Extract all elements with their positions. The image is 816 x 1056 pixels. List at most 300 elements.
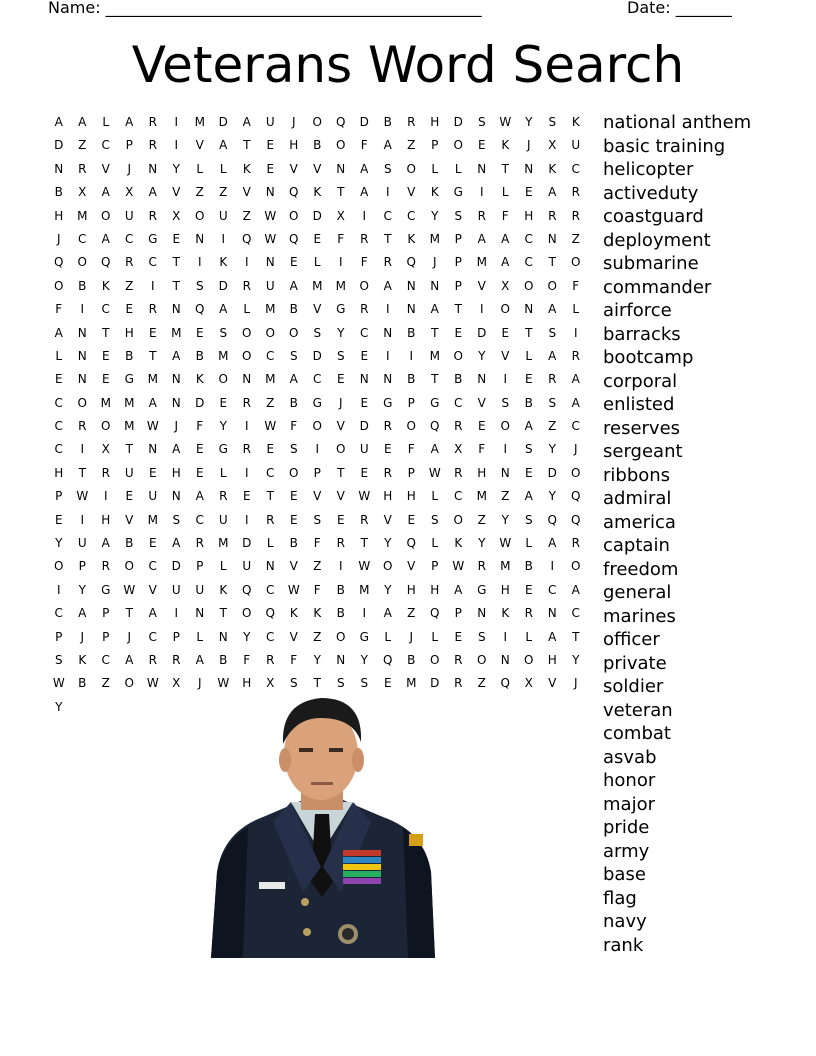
grid-letter: T <box>125 442 133 457</box>
word-list-item: captain <box>603 535 670 556</box>
grid-letter: N <box>242 372 252 387</box>
grid-letter: R <box>148 115 157 129</box>
grid-letter: A <box>383 278 392 293</box>
grid-letter: E <box>101 372 110 387</box>
grid-letter: S <box>501 395 510 410</box>
grid-letter: I <box>385 185 390 200</box>
grid-letter: T <box>431 325 439 340</box>
grid-letter: W <box>123 582 136 597</box>
grid-letter: S <box>313 325 322 340</box>
grid-letter: A <box>571 582 580 597</box>
grid-letter: R <box>454 419 463 434</box>
word-list-item: basic training <box>603 135 726 157</box>
grid-letter: Y <box>431 208 439 223</box>
grid-letter: H <box>547 652 557 667</box>
word-list-item: base <box>603 864 646 885</box>
grid-letter: F <box>478 442 486 457</box>
grid-letter: V <box>289 161 298 176</box>
grid-letter: R <box>360 512 369 527</box>
grid-letter: H <box>430 582 440 597</box>
grid-letter: Z <box>548 419 557 434</box>
grid-letter: Z <box>477 512 486 527</box>
grid-letter: R <box>242 278 251 293</box>
grid-letter: U <box>359 442 369 457</box>
grid-letter: B <box>219 652 228 667</box>
grid-letter: S <box>336 348 345 363</box>
grid-letter: O <box>359 278 369 293</box>
grid-letter: E <box>289 255 298 270</box>
grid-letter: W <box>428 465 441 480</box>
grid-letter: G <box>430 395 440 410</box>
grid-letter: S <box>195 278 204 293</box>
grid-letter: Q <box>571 512 581 527</box>
grid-letter: I <box>503 442 508 457</box>
grid-letter: R <box>148 208 157 223</box>
grid-letter: Y <box>384 536 392 551</box>
grid-letter: M <box>265 302 276 317</box>
word-list-item: america <box>603 511 676 533</box>
grid-letter: A <box>195 652 204 667</box>
grid-letter: T <box>313 676 321 691</box>
grid-letter: W <box>52 676 65 691</box>
grid-letter: O <box>406 419 416 434</box>
grid-letter: I <box>56 582 61 597</box>
grid-letter: N <box>406 278 416 293</box>
word-list-item: airforce <box>603 300 672 321</box>
grid-letter: E <box>360 348 369 363</box>
grid-letter: N <box>359 372 369 387</box>
grid-letter: K <box>407 231 416 246</box>
grid-letter: Z <box>266 395 275 410</box>
grid-letter: K <box>454 536 463 551</box>
grid-letter: N <box>171 302 181 317</box>
grid-letter: Z <box>219 185 228 200</box>
grid-letter: S <box>548 395 557 410</box>
grid-letter: B <box>54 185 63 200</box>
word-list-item: coastguard <box>603 206 704 227</box>
grid-letter: R <box>454 676 463 691</box>
grid-letter: T <box>337 185 345 200</box>
grid-letter: O <box>571 559 581 574</box>
grid-letter: A <box>148 395 157 410</box>
grid-letter: A <box>524 489 533 504</box>
grid-letter: C <box>571 606 580 621</box>
grid-letter: G <box>148 231 158 246</box>
grid-letter: R <box>571 536 580 551</box>
grid-letter: A <box>78 115 87 129</box>
grid-letter: Z <box>125 278 134 293</box>
grid-letter: O <box>383 559 393 574</box>
grid-letter: C <box>454 489 463 504</box>
grid-letter: L <box>55 348 63 363</box>
grid-letter: M <box>218 348 229 363</box>
word-list-item: general <box>603 582 672 603</box>
grid-letter: P <box>196 559 204 574</box>
grid-letter: V <box>313 302 322 317</box>
grid-letter: O <box>289 465 299 480</box>
grid-letter: H <box>242 676 252 691</box>
grid-letter: M <box>429 231 440 246</box>
grid-letter: O <box>336 442 346 457</box>
grid-letter: F <box>313 582 321 597</box>
grid-letter: O <box>124 676 134 691</box>
grid-letter: O <box>54 278 64 293</box>
grid-letter: V <box>313 489 322 504</box>
grid-letter: A <box>383 606 392 621</box>
grid-letter: W <box>287 582 300 597</box>
grid-letter: S <box>360 676 369 691</box>
grid-letter: O <box>242 606 252 621</box>
grid-letter: P <box>55 629 63 644</box>
grid-letter: V <box>383 512 392 527</box>
grid-letter: R <box>383 419 392 434</box>
grid-letter: B <box>125 348 134 363</box>
grid-letter: R <box>101 465 110 480</box>
grid-letter: E <box>454 629 463 644</box>
grid-letter: Y <box>384 582 392 597</box>
grid-letter: E <box>148 536 157 551</box>
grid-letter: S <box>477 629 486 644</box>
grid-letter: A <box>383 138 392 153</box>
grid-letter: K <box>78 652 87 667</box>
word-list-item: pride <box>603 817 650 838</box>
grid-letter: D <box>453 115 463 129</box>
grid-letter: L <box>525 629 533 644</box>
grid-letter: O <box>477 652 487 667</box>
grid-letter: W <box>76 489 89 504</box>
grid-letter: Y <box>478 348 486 363</box>
grid-letter: D <box>312 348 322 363</box>
grid-letter: R <box>524 606 533 621</box>
word-list-item: commander <box>603 276 712 298</box>
word-list-item: corporal <box>603 370 678 392</box>
word-list-item: navy <box>603 911 647 932</box>
grid-letter: T <box>525 325 533 340</box>
grid-letter: N <box>477 161 487 176</box>
grid-letter: O <box>101 419 111 434</box>
grid-letter: W <box>146 419 159 434</box>
grid-letter: A <box>148 606 157 621</box>
grid-letter: X <box>454 442 463 457</box>
grid-letter: A <box>101 536 110 551</box>
grid-letter: P <box>454 606 462 621</box>
grid-letter: V <box>289 629 298 644</box>
grid-letter: B <box>454 372 463 387</box>
grid-letter: M <box>476 489 487 504</box>
grid-letter: C <box>148 559 157 574</box>
grid-letter: A <box>195 489 204 504</box>
grid-letter: O <box>312 115 322 129</box>
grid-letter: E <box>336 372 345 387</box>
grid-letter: L <box>525 348 533 363</box>
grid-letter: A <box>501 231 510 246</box>
grid-letter: A <box>548 348 557 363</box>
grid-letter: T <box>454 302 462 317</box>
grid-letter: I <box>80 302 85 317</box>
grid-letter: T <box>78 465 86 480</box>
grid-letter: G <box>101 582 111 597</box>
grid-letter: K <box>242 161 251 176</box>
grid-letter: S <box>289 348 298 363</box>
grid-letter: G <box>359 629 369 644</box>
date-field-label: Date: _______ <box>627 0 732 17</box>
grid-letter: L <box>384 629 392 644</box>
grid-letter: A <box>172 536 181 551</box>
grid-letter: B <box>407 652 416 667</box>
grid-letter: T <box>384 231 392 246</box>
grid-letter: A <box>101 185 110 200</box>
word-list-item: officer <box>603 629 660 650</box>
grid-letter: D <box>547 465 557 480</box>
grid-letter: O <box>124 559 134 574</box>
grid-letter: P <box>454 255 462 270</box>
grid-letter: I <box>80 512 85 527</box>
grid-letter: E <box>266 442 275 457</box>
grid-letter: T <box>572 629 580 644</box>
grid-letter: Y <box>548 489 556 504</box>
grid-letter: E <box>313 231 322 246</box>
grid-letter: F <box>360 255 368 270</box>
grid-letter: C <box>454 395 463 410</box>
grid-letter: C <box>78 231 87 246</box>
grid-letter: I <box>362 208 367 223</box>
grid-letter: I <box>244 465 249 480</box>
grid-letter: I <box>244 512 249 527</box>
grid-letter: A <box>571 395 580 410</box>
grid-letter: O <box>500 302 510 317</box>
grid-letter: Y <box>478 536 486 551</box>
grid-letter: Q <box>242 231 252 246</box>
grid-letter: A <box>430 442 439 457</box>
grid-letter: L <box>196 161 204 176</box>
grid-letter: V <box>101 161 110 176</box>
soldier-portrait <box>203 682 441 958</box>
grid-letter: E <box>524 185 533 200</box>
grid-letter: H <box>406 582 416 597</box>
grid-letter: H <box>289 138 299 153</box>
grid-letter: R <box>548 372 557 387</box>
grid-letter: O <box>265 325 275 340</box>
grid-letter: A <box>454 582 463 597</box>
word-list-item: sergeant <box>603 441 683 462</box>
grid-letter: T <box>360 536 368 551</box>
grid-letter: C <box>101 652 110 667</box>
grid-letter: G <box>336 302 346 317</box>
grid-letter: O <box>195 208 205 223</box>
grid-letter: Q <box>406 536 416 551</box>
grid-letter: L <box>572 302 580 317</box>
grid-letter: U <box>148 489 158 504</box>
grid-letter: M <box>147 372 158 387</box>
grid-letter: Z <box>78 138 87 153</box>
grid-letter: O <box>289 208 299 223</box>
grid-letter: Z <box>101 676 110 691</box>
grid-letter: A <box>548 536 557 551</box>
grid-letter: A <box>219 302 228 317</box>
grid-letter: J <box>338 395 343 410</box>
grid-letter: O <box>453 512 463 527</box>
grid-letter: C <box>266 582 275 597</box>
grid-letter: C <box>195 512 204 527</box>
grid-letter: U <box>77 536 87 551</box>
grid-letter: D <box>195 395 205 410</box>
grid-letter: V <box>477 395 486 410</box>
grid-letter: U <box>218 512 228 527</box>
grid-letter: O <box>77 255 87 270</box>
grid-letter: C <box>571 161 580 176</box>
grid-letter: H <box>524 208 534 223</box>
grid-letter: O <box>453 138 463 153</box>
grid-letter: B <box>289 536 298 551</box>
grid-letter: Q <box>430 419 440 434</box>
grid-letter: F <box>290 652 298 667</box>
grid-letter: Z <box>571 231 580 246</box>
grid-letter: X <box>501 278 510 293</box>
grid-letter: F <box>572 278 580 293</box>
grid-letter: C <box>101 138 110 153</box>
grid-letter: O <box>54 559 64 574</box>
grid-letter: R <box>148 652 157 667</box>
grid-letter: L <box>431 161 439 176</box>
grid-letter: J <box>573 442 578 457</box>
grid-letter: E <box>101 348 110 363</box>
grid-letter: F <box>196 419 204 434</box>
grid-letter: X <box>101 442 110 457</box>
grid-letter: Q <box>547 512 557 527</box>
grid-letter: M <box>124 419 135 434</box>
grid-letter: R <box>266 512 275 527</box>
grid-letter: S <box>383 161 392 176</box>
grid-letter: T <box>172 255 180 270</box>
grid-letter: N <box>336 652 346 667</box>
grid-letter: S <box>430 512 439 527</box>
grid-letter: R <box>242 442 251 457</box>
grid-letter: Q <box>289 185 299 200</box>
word-list-item: flag <box>603 887 637 909</box>
grid-letter: H <box>54 465 64 480</box>
grid-letter: L <box>454 161 462 176</box>
grid-letter: Q <box>289 231 299 246</box>
grid-letter: J <box>127 161 132 176</box>
grid-letter: T <box>219 606 227 621</box>
grid-letter: R <box>101 559 110 574</box>
grid-letter: I <box>550 559 555 574</box>
grid-letter: F <box>290 419 298 434</box>
grid-letter: M <box>406 676 417 691</box>
grid-letter: I <box>338 559 343 574</box>
grid-letter: N <box>54 161 64 176</box>
word-list-item: freedom <box>603 558 679 580</box>
grid-letter: K <box>571 115 580 129</box>
grid-letter: I <box>150 278 155 293</box>
grid-letter: E <box>524 582 533 597</box>
grid-letter: V <box>548 676 557 691</box>
grid-letter: J <box>197 676 202 691</box>
grid-letter: C <box>360 325 369 340</box>
grid-letter: P <box>454 231 462 246</box>
grid-letter: N <box>524 302 534 317</box>
grid-letter: V <box>172 185 181 200</box>
grid-letter: E <box>289 512 298 527</box>
grid-letter: E <box>383 676 392 691</box>
grid-letter: Y <box>525 115 533 129</box>
grid-letter: B <box>195 348 204 363</box>
grid-letter: D <box>54 138 64 153</box>
grid-letter: S <box>219 325 228 340</box>
grid-letter: E <box>195 325 204 340</box>
grid-letter: V <box>407 185 416 200</box>
grid-letter: E <box>148 465 157 480</box>
grid-letter: T <box>431 372 439 387</box>
grid-letter: N <box>430 278 440 293</box>
word-list-item: national anthem <box>603 112 752 133</box>
grid-letter: I <box>174 138 179 153</box>
grid-letter: F <box>313 536 321 551</box>
grid-letter: Q <box>195 302 205 317</box>
grid-letter: S <box>289 442 298 457</box>
grid-letter: K <box>548 161 557 176</box>
grid-letter: O <box>77 395 87 410</box>
grid-letter: C <box>54 606 63 621</box>
grid-letter: L <box>431 489 439 504</box>
grid-letter: N <box>524 161 534 176</box>
grid-letter: P <box>102 629 110 644</box>
grid-letter: V <box>313 161 322 176</box>
grid-letter: L <box>266 536 274 551</box>
grid-letter: C <box>266 348 275 363</box>
grid-letter: C <box>524 231 533 246</box>
grid-letter: J <box>291 115 296 129</box>
grid-letter: L <box>219 559 227 574</box>
grid-letter: E <box>54 512 63 527</box>
grid-letter: N <box>171 395 181 410</box>
grid-letter: C <box>54 419 63 434</box>
grid-letter: Q <box>430 606 440 621</box>
grid-letter: W <box>499 536 512 551</box>
grid-letter: S <box>524 512 533 527</box>
grid-letter: W <box>146 676 159 691</box>
grid-letter: I <box>479 185 484 200</box>
grid-letter: C <box>148 629 157 644</box>
grid-letter: Y <box>360 652 368 667</box>
grid-letter: E <box>172 231 181 246</box>
grid-letter: H <box>406 489 416 504</box>
grid-letter: D <box>218 278 228 293</box>
word-list-item: ribbons <box>603 464 671 486</box>
grid-letter: B <box>289 302 298 317</box>
grid-letter: R <box>571 185 580 200</box>
grid-letter: E <box>407 512 416 527</box>
word-list-item: submarine <box>603 253 699 274</box>
grid-letter: B <box>407 372 416 387</box>
grid-letter: U <box>124 208 134 223</box>
grid-letter: G <box>477 582 487 597</box>
grid-letter: X <box>266 676 275 691</box>
grid-letter: F <box>407 442 415 457</box>
word-list-item: admiral <box>603 488 672 509</box>
grid-letter: A <box>54 115 63 129</box>
grid-letter: W <box>217 676 230 691</box>
grid-letter: V <box>477 278 486 293</box>
grid-letter: P <box>454 278 462 293</box>
word-list-item: activeduty <box>603 182 699 204</box>
grid-letter: X <box>548 138 557 153</box>
grid-letter: I <box>385 348 390 363</box>
grid-letter: V <box>336 419 345 434</box>
grid-letter: J <box>409 629 414 644</box>
grid-letter: G <box>218 442 228 457</box>
grid-letter: O <box>312 419 322 434</box>
